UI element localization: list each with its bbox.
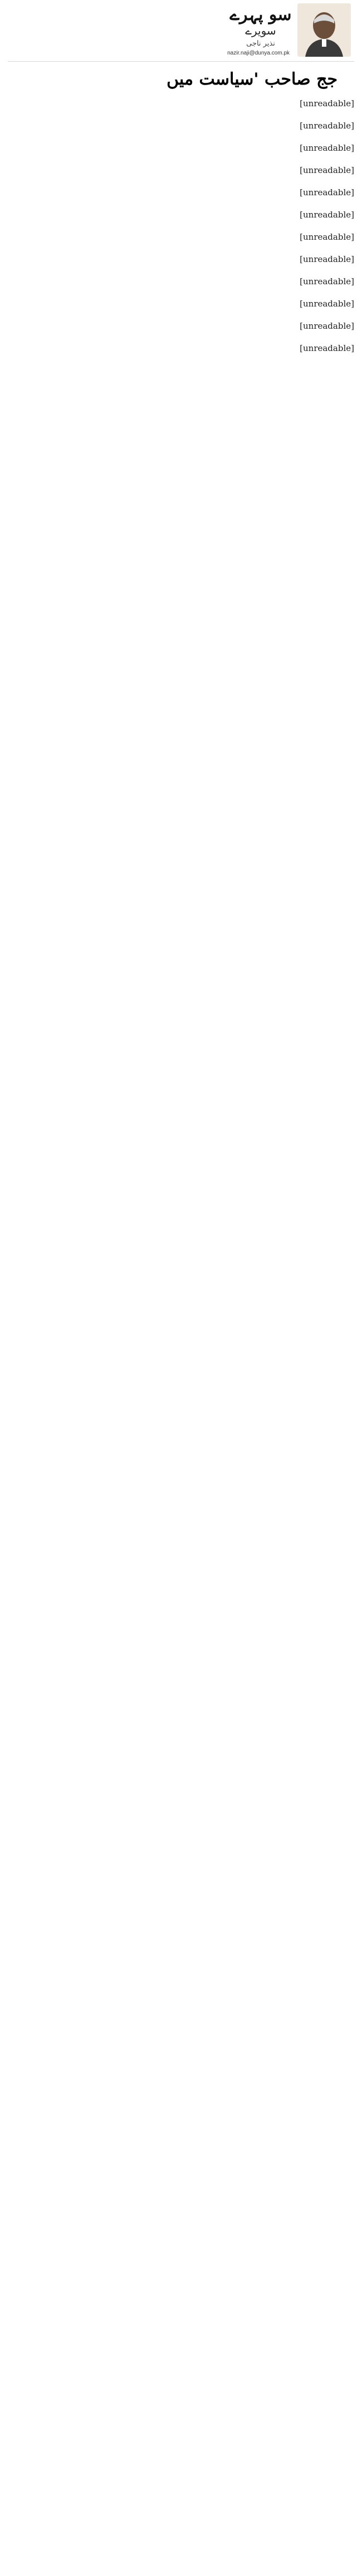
author-photo [297, 3, 351, 57]
article-paragraph: [unreadable] [300, 232, 354, 242]
author-photo-portrait [297, 3, 351, 57]
article-paragraph: [unreadable] [300, 143, 354, 153]
article-paragraph: [unreadable] [300, 121, 354, 131]
article-paragraph: [unreadable] [300, 321, 354, 331]
article-paragraph: [unreadable] [300, 98, 354, 108]
article-paragraph: [unreadable] [300, 343, 354, 353]
author-email[interactable]: nazir.naji@dunya.com.pk [227, 50, 290, 56]
column-title: سو پہرے [229, 5, 292, 24]
article-paragraph: [unreadable] [300, 187, 354, 197]
article-paragraph: [unreadable] [300, 165, 354, 175]
article-paragraph: [unreadable] [300, 276, 354, 286]
author-name: نذیر ناجی [246, 39, 275, 48]
article-headline: جج صاحب 'سیاست میں [167, 70, 337, 89]
column-subtitle: سویرے [245, 24, 276, 37]
article-body [8, 96, 354, 355]
article-paragraph: [unreadable] [300, 254, 354, 264]
column-header [8, 0, 354, 62]
article-paragraph: [unreadable] [300, 210, 354, 220]
column-logo [227, 6, 294, 49]
article-paragraph: [unreadable] [300, 299, 354, 309]
